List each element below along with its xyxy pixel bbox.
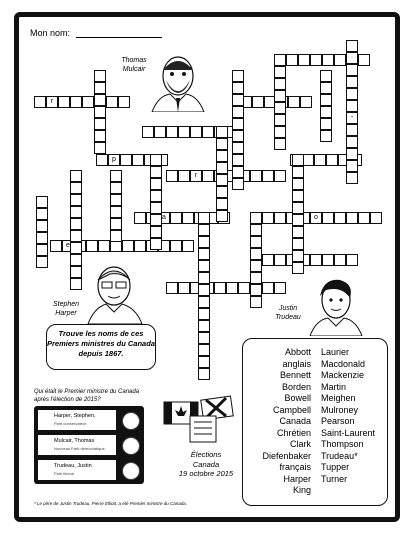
crossword-cell[interactable]: r <box>46 96 58 108</box>
crossword-cell[interactable] <box>202 170 214 182</box>
word-list-left <box>262 347 311 497</box>
option-trudeau-circle[interactable] <box>122 462 140 480</box>
crossword-cell[interactable] <box>142 126 154 138</box>
crossword-cell[interactable] <box>320 118 332 130</box>
crossword-cell[interactable] <box>150 166 162 178</box>
crossword-cell[interactable] <box>250 260 262 272</box>
crossword-cell[interactable] <box>232 106 244 118</box>
crossword-cell[interactable] <box>36 196 48 208</box>
crossword-cell[interactable] <box>154 126 166 138</box>
crossword-cell[interactable] <box>182 212 194 224</box>
crossword-cell[interactable] <box>70 218 82 230</box>
crossword-cell[interactable] <box>274 170 286 182</box>
crossword-cell[interactable] <box>182 240 194 252</box>
crossword-cell[interactable] <box>232 154 244 166</box>
crossword-cell[interactable] <box>346 136 358 148</box>
crossword-cell[interactable] <box>274 138 286 150</box>
option-harper <box>38 410 116 430</box>
crossword-cell[interactable] <box>334 254 346 266</box>
crossword-cell[interactable] <box>320 70 332 82</box>
word-list-item: Campbell <box>272 404 311 415</box>
crossword-cell[interactable] <box>94 70 106 82</box>
crossword-cell[interactable] <box>70 182 82 194</box>
option-name: Harper, Stephen, <box>54 413 96 419</box>
crossword-cell[interactable] <box>36 232 48 244</box>
crossword-cell[interactable] <box>134 240 146 252</box>
crossword-cell[interactable] <box>320 82 332 94</box>
crossword-cell[interactable] <box>346 52 358 64</box>
crossword-cell[interactable] <box>346 254 358 266</box>
crossword-cell[interactable] <box>226 282 238 294</box>
crossword-cell[interactable] <box>166 170 178 182</box>
crossword-cell[interactable]: r <box>190 170 202 182</box>
crossword-cell[interactable] <box>50 240 62 252</box>
election-line-2: Canada <box>192 459 220 469</box>
word-list-item: King <box>292 485 311 495</box>
word-list-item: Trudeau* <box>321 450 358 461</box>
crossword-cell[interactable] <box>132 154 144 166</box>
crossword-cell[interactable] <box>274 54 286 66</box>
crossword-cell[interactable] <box>292 178 304 190</box>
crossword-cell[interactable] <box>250 212 262 224</box>
crossword-cell[interactable] <box>150 214 162 226</box>
crossword-cell[interactable] <box>292 154 304 166</box>
crossword-cell[interactable] <box>322 254 334 266</box>
crossword-cell[interactable] <box>198 296 210 308</box>
crossword-cell[interactable] <box>150 226 162 238</box>
word-list-item: Bennett <box>279 370 311 380</box>
crossword-cell[interactable] <box>292 166 304 178</box>
crossword-cell[interactable] <box>232 70 244 82</box>
crossword-cell[interactable] <box>346 88 358 100</box>
crossword-cell[interactable] <box>198 260 210 272</box>
crossword-cell[interactable] <box>216 198 228 210</box>
word-list-item: français <box>279 462 311 472</box>
crossword-cell[interactable] <box>122 240 134 252</box>
crossword-cell[interactable] <box>274 66 286 78</box>
crossword-cell[interactable] <box>232 130 244 142</box>
crossword-cell[interactable] <box>198 320 210 332</box>
flags-ballot-illustration <box>160 392 240 444</box>
crossword-cell[interactable] <box>262 282 274 294</box>
crossword-cell[interactable] <box>346 100 358 112</box>
crossword-cell[interactable] <box>34 96 46 108</box>
option-party: Parti libéral <box>54 471 75 476</box>
crossword-cell[interactable] <box>120 154 132 166</box>
name-label: Mon nom: <box>30 28 71 38</box>
word-list-item: Pearson <box>321 416 355 426</box>
crossword-cell[interactable] <box>250 170 262 182</box>
crossword-cell[interactable] <box>198 248 210 260</box>
crossword-cell[interactable] <box>94 106 106 118</box>
crossword-cell[interactable] <box>274 254 286 266</box>
crossword-cell[interactable] <box>300 96 312 108</box>
word-list-item: Macdonald <box>321 358 366 369</box>
crossword-cell[interactable] <box>346 76 358 88</box>
crossword-cell[interactable] <box>94 142 106 154</box>
crossword-cell[interactable] <box>36 244 48 256</box>
crossword-cell[interactable] <box>262 170 274 182</box>
word-list-item: Chrétien <box>276 427 311 438</box>
crossword-cell[interactable] <box>252 96 264 108</box>
crossword-cell[interactable] <box>110 194 122 206</box>
crossword-cell[interactable]: - <box>346 112 358 124</box>
crossword-cell[interactable] <box>346 212 358 224</box>
trudeau-portrait <box>306 274 366 336</box>
crossword-cell[interactable] <box>110 230 122 242</box>
option-party: Parti conservateur <box>54 421 87 426</box>
crossword-cell[interactable] <box>250 224 262 236</box>
crossword-cell[interactable] <box>198 332 210 344</box>
crossword-cell[interactable] <box>36 256 48 268</box>
crossword-cell[interactable] <box>178 126 190 138</box>
crossword-cell[interactable] <box>86 240 98 252</box>
word-list-item: Mackenzie <box>321 370 365 380</box>
crossword-cell[interactable] <box>150 202 162 214</box>
crossword-cell[interactable] <box>36 220 48 232</box>
option-trudeau <box>38 460 116 480</box>
crossword-cell[interactable] <box>346 40 358 52</box>
crossword-cell[interactable] <box>216 174 228 186</box>
harper-portrait <box>86 262 146 324</box>
crossword-cell[interactable] <box>118 96 130 108</box>
crossword-cell[interactable] <box>198 212 210 224</box>
harper-label: Stephen Harper <box>52 301 80 317</box>
crossword-cell[interactable] <box>326 154 338 166</box>
word-list-item: Canada <box>279 416 311 426</box>
crossword-cell[interactable] <box>358 212 370 224</box>
crossword-cell[interactable] <box>292 226 304 238</box>
word-list-item: Laurier <box>321 347 350 357</box>
crossword-cell[interactable] <box>320 106 332 118</box>
word-list-item: Diefenbaker <box>262 450 311 461</box>
crossword-cell[interactable] <box>274 212 286 224</box>
crossword-cell[interactable] <box>110 206 122 218</box>
crossword-cell[interactable] <box>232 142 244 154</box>
word-list-item: anglais <box>282 358 311 369</box>
word-list-item: Borden <box>281 381 311 392</box>
crossword-cell[interactable] <box>286 54 298 66</box>
option-mulcair <box>38 435 116 455</box>
crossword-cell[interactable]: e <box>62 240 74 252</box>
crossword-cell[interactable] <box>70 194 82 206</box>
option-name: Trudeau, Justin <box>54 463 92 469</box>
crossword-cell[interactable] <box>198 344 210 356</box>
crossword-cell[interactable] <box>216 126 228 138</box>
answer-panel <box>34 406 144 484</box>
crossword-cell[interactable] <box>36 208 48 220</box>
crossword-cell[interactable] <box>106 96 118 108</box>
word-list-item: Mulroney <box>321 404 359 415</box>
crossword-cell[interactable] <box>288 96 300 108</box>
crossword-cell[interactable] <box>292 262 304 274</box>
crossword-cell[interactable] <box>216 138 228 150</box>
crossword-cell[interactable] <box>150 238 162 250</box>
crossword-cell[interactable] <box>346 148 358 160</box>
option-party: Nouveau Parti démocratique <box>54 446 105 451</box>
crossword-cell[interactable] <box>274 90 286 102</box>
crossword-cell[interactable] <box>232 166 244 178</box>
crossword-cell[interactable] <box>70 96 82 108</box>
crossword-cell[interactable] <box>150 154 162 166</box>
crossword-cell[interactable] <box>320 94 332 106</box>
crossword-cell[interactable] <box>134 212 146 224</box>
crossword-cell[interactable] <box>346 64 358 76</box>
crossword-cell[interactable] <box>178 282 190 294</box>
crossword-cell[interactable] <box>358 54 370 66</box>
crossword-cell[interactable] <box>274 126 286 138</box>
crossword-cell[interactable] <box>250 236 262 248</box>
crossword-cell[interactable] <box>150 178 162 190</box>
mulcair-portrait <box>148 50 208 112</box>
crossword-cell[interactable] <box>232 118 244 130</box>
crossword-cell[interactable] <box>110 218 122 230</box>
crossword-cell[interactable] <box>70 254 82 266</box>
crossword-cell[interactable] <box>94 130 106 142</box>
crossword-cell[interactable] <box>298 54 310 66</box>
crossword-cell[interactable] <box>198 356 210 368</box>
crossword-cell[interactable] <box>346 124 358 136</box>
crossword-cell[interactable] <box>334 212 346 224</box>
crossword-cell[interactable] <box>170 240 182 252</box>
crossword-cell[interactable] <box>216 210 228 222</box>
crossword-cell[interactable] <box>94 82 106 94</box>
word-list-item: Turner <box>321 473 348 484</box>
crossword-cell[interactable] <box>310 254 322 266</box>
crossword-cell[interactable] <box>320 130 332 142</box>
crossword-cell[interactable] <box>178 170 190 182</box>
crossword-cell[interactable] <box>274 114 286 126</box>
crossword-cell[interactable] <box>190 126 202 138</box>
crossword-cell[interactable] <box>262 212 274 224</box>
crossword-cell[interactable] <box>198 236 210 248</box>
crossword-cell[interactable] <box>250 272 262 284</box>
name-field[interactable] <box>76 37 162 38</box>
crossword-cell[interactable] <box>70 278 82 290</box>
mulcair-label: Thomas Mulcair <box>121 57 147 73</box>
crossword-cell[interactable] <box>292 202 304 214</box>
crossword-cell[interactable] <box>70 170 82 182</box>
crossword-cell[interactable] <box>232 82 244 94</box>
crossword-cell[interactable] <box>198 308 210 320</box>
crossword-cell[interactable] <box>94 118 106 130</box>
instruction-bubble: Trouve les noms de ces Premiers ministres du Canada depuis 1867. <box>46 324 156 370</box>
option-harper-circle[interactable] <box>122 412 140 430</box>
crossword-cell[interactable] <box>198 284 210 296</box>
crossword-cell[interactable] <box>214 282 226 294</box>
crossword-cell[interactable] <box>334 54 346 66</box>
word-list-item: Tupper <box>321 462 350 472</box>
crossword-cell[interactable] <box>70 242 82 254</box>
word-list-item: Saint-Laurent <box>321 427 376 438</box>
crossword-cell[interactable] <box>346 172 358 184</box>
election-line-1: Élections <box>190 450 222 459</box>
crossword-cell[interactable] <box>370 212 382 224</box>
crossword-cell[interactable] <box>216 186 228 198</box>
crossword-cell[interactable] <box>94 94 106 106</box>
word-list-item: Abbott <box>284 347 311 357</box>
crossword-cell[interactable] <box>198 368 210 380</box>
crossword-cell[interactable] <box>166 126 178 138</box>
option-name: Mulcair, Thomas <box>54 438 95 444</box>
crossword-cell[interactable] <box>198 272 210 284</box>
crossword-cell[interactable] <box>110 182 122 194</box>
crossword-cell[interactable] <box>198 224 210 236</box>
crossword-cell[interactable] <box>70 230 82 242</box>
crossword-cell[interactable] <box>250 284 262 296</box>
crossword-cell[interactable] <box>70 206 82 218</box>
question-text: Qui était le Premier ministre du Canada après l'élection de 2015? <box>34 389 140 403</box>
crossword-cell[interactable] <box>250 296 262 308</box>
crossword-cell[interactable] <box>110 170 122 182</box>
word-list-box <box>242 338 388 506</box>
word-list-item: Martin <box>321 381 347 392</box>
crossword-cell[interactable] <box>216 150 228 162</box>
crossword-cell[interactable] <box>310 54 322 66</box>
crossword-cell[interactable] <box>170 212 182 224</box>
word-list-right <box>321 347 375 485</box>
crossword-cell[interactable] <box>250 248 262 260</box>
crossword-cell[interactable]: a <box>158 212 170 224</box>
word-list-item: Thompson <box>321 439 364 449</box>
crossword-cell[interactable] <box>82 96 94 108</box>
crossword-cell[interactable] <box>346 160 358 172</box>
crossword-cell[interactable] <box>322 212 334 224</box>
election-line-3: 19 octobre 2015 <box>178 469 234 478</box>
footnote: * Le père de Justin Trudeau, Pierre Elliott, a été Premier ministre du Canada. <box>34 501 187 506</box>
crossword-cell[interactable] <box>292 250 304 262</box>
trudeau-label: Justin Trudeau <box>275 305 301 321</box>
crossword-cell[interactable] <box>166 282 178 294</box>
word-list-item: Bowell <box>284 393 311 403</box>
crossword-cell[interactable] <box>274 78 286 90</box>
crossword-cell[interactable] <box>314 154 326 166</box>
election-caption <box>166 450 246 479</box>
crossword-cell[interactable] <box>216 162 228 174</box>
crossword-cell[interactable] <box>58 96 70 108</box>
word-list-item: Meighen <box>321 393 356 403</box>
crossword-cell[interactable]: p <box>108 154 120 166</box>
word-list-item: Clark <box>289 439 311 449</box>
crossword-cell[interactable] <box>292 238 304 250</box>
crossword-cell[interactable] <box>232 94 244 106</box>
crossword-cell[interactable] <box>238 282 250 294</box>
crossword-cell[interactable] <box>274 102 286 114</box>
crossword-cell[interactable] <box>232 178 244 190</box>
word-list-item: Harper <box>283 473 311 484</box>
crossword-cell[interactable] <box>96 154 108 166</box>
crossword-cell[interactable] <box>262 254 274 266</box>
crossword-cell[interactable]: o <box>310 212 322 224</box>
crossword-cell[interactable] <box>202 126 214 138</box>
crossword-cell[interactable] <box>322 54 334 66</box>
crossword-cell[interactable] <box>292 190 304 202</box>
option-mulcair-circle[interactable] <box>122 437 140 455</box>
crossword-cell[interactable] <box>274 282 286 294</box>
crossword-cell[interactable] <box>70 266 82 278</box>
crossword-cell[interactable] <box>98 240 110 252</box>
crossword-cell[interactable] <box>292 214 304 226</box>
crossword-cell[interactable] <box>150 190 162 202</box>
